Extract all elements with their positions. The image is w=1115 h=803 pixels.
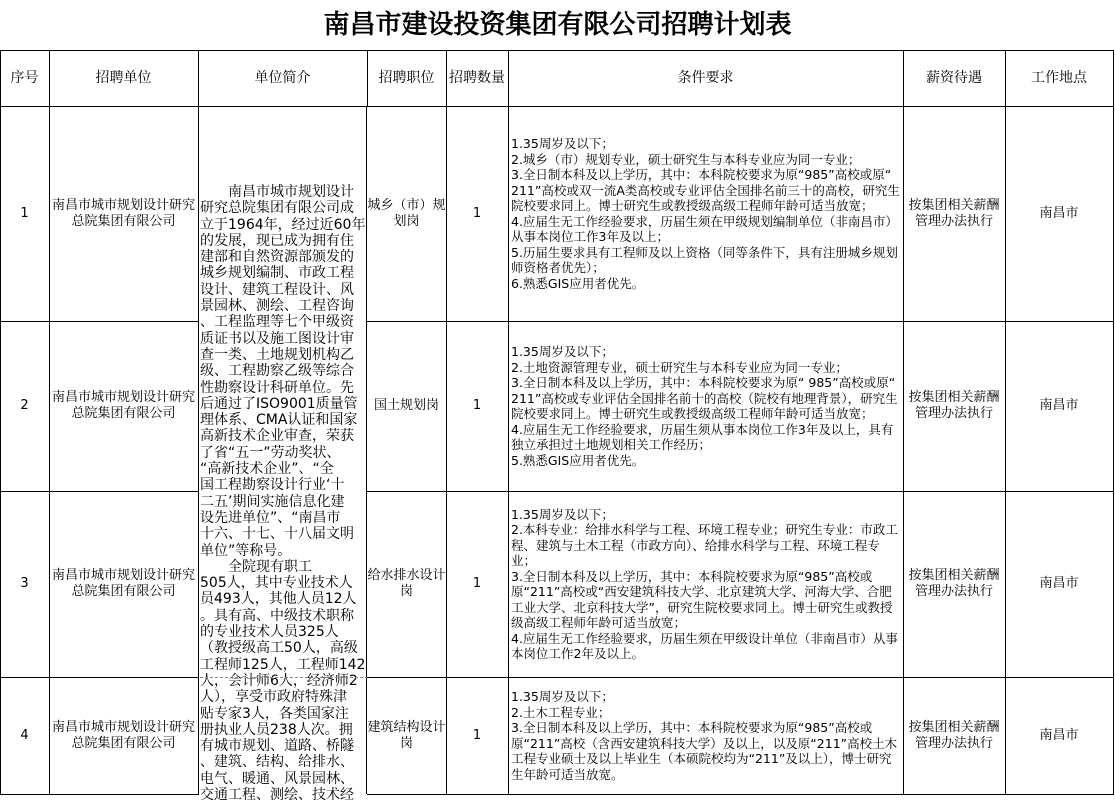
cell-position[interactable]: 国土规划岗 [367, 321, 447, 492]
page-title: 南昌市建设投资集团有限公司招聘计划表 [323, 10, 792, 40]
cell-location[interactable]: 南昌市 [1005, 677, 1114, 795]
cell-salary[interactable]: 按集团相关薪酬管理办法执行 [903, 321, 1006, 492]
cell-unit[interactable]: 南昌市城市规划设计研究总院集团有限公司 [49, 677, 199, 795]
header-count[interactable]: 招聘数量 [446, 50, 509, 107]
header-salary[interactable]: 薪资待遇 [903, 50, 1006, 107]
header-seq[interactable]: 序号 [0, 50, 50, 107]
cell-salary[interactable]: 按集团相关薪酬管理办法执行 [903, 491, 1006, 678]
cell-seq[interactable]: 3 [0, 491, 50, 678]
cell-position[interactable]: 城乡（市）规划岗 [367, 106, 447, 322]
header-description[interactable]: 单位简介 [198, 50, 368, 107]
cell-conditions[interactable]: 1.35周岁及以下； 2.土木工程专业； 3.全日制本科及以上学历，其中：本科院校要求为原“985”高校或原“211”高校（含西安建筑科技大学）及以上，以及原“211”高校土木工程专业硕士及以上毕业生（本硕院校均为“211”及以上），博士研究生年龄可适当放宽。 [508, 677, 904, 795]
cell-seq[interactable]: 1 [0, 106, 50, 322]
unit-description: 南昌市城市规划设计 研究总院集团有限公司成 立于1964年，经过近60年 的发展，现已成为拥有住 建部和自然资源部颁发的 城乡规划编制、市政工程 设计、建筑工程设计、风 景园林、测绘、工程咨询 、工程监理等七个甲级资 质证书以及施工图设计审 查一类、土地规划机构乙 级、工程勘察乙级等综合 性勘察设计科研单位。先 后通过了ISO9001质量管 理体系、CMA认证和国家 高新技术企业审查，荣获 了省“五一”劳动奖状、 “高新技术企业”、“全 国工程勘察设计行业‘十 二五’期间实施信息化建 设先进单位”、“南昌市 十六、十七、十八届文明 单位”等称号。 全院现有职工 505人，其中专业技术人 员493人，其他人员12人 。具有高、中级技术职称 的专业技术人员325人 （教授级高工50人，高级 工程师125人，工程师142 人，会计师6人，经济师2 人），享受市政府特殊津 贴专家3人，各类国家注 册执业人员238人次。拥 有城市规划、道路、桥隧 、建筑、结构、给排水、 电气、暖通、风景园林、 交通工程、测绘、技术经 [200, 184, 366, 803]
cell-position[interactable]: 给水排水设计岗 [367, 491, 447, 678]
header-position[interactable]: 招聘职位 [367, 50, 447, 107]
cell-seq[interactable]: 4 [0, 677, 50, 795]
cell-conditions[interactable]: 1.35周岁及以下； 2.城乡（市）规划专业，硕士研究生与本科专业应为同一专业； 3.全日制本科及以上学历，其中：本科院校要求为原“985”高校或原“ 211”高校或双一流A类高校或专业评估全国排名前三十的高校，研究生院校要求同上。博士研究生或教授级高级工程师年龄可适当放宽； 4.应届生无工作经验要求，历届生须在甲级规划编制单位（非南昌市）从事本岗位工作3年及以上； 5.历届生要求具有工程师及以上资格（同等条件下，具有注册城乡规划师资格者优先）； 6.熟悉GIS应用者优先。 [508, 106, 904, 322]
cell-location[interactable]: 南昌市 [1005, 321, 1114, 492]
cell-conditions[interactable]: 1.35周岁及以下； 2.本科专业：给排水科学与工程、环境工程专业；研究生专业：市政工程、建筑与土木工程（市政方向）、给排水科学与工程、环境工程专业； 3.全日制本科及以上学历，其中：本科院校要求为原“985”高校或原“211”高校或“西安建筑科技大学、北京建筑大学、河海大学、合肥工业大学、北京科技大学”，研究生院校要求同上。博士研究生或教授级高级工程师年龄可适当放宽； 4.应届生无工作经验要求，历届生须在甲级设计单位（非南昌市）从事本岗位工作2年及以上。 [508, 491, 904, 678]
cell-count[interactable]: 1 [446, 491, 509, 678]
cell-position[interactable]: 建筑结构设计岗 [367, 677, 447, 795]
cell-unit[interactable]: 南昌市城市规划设计研究总院集团有限公司 [49, 106, 199, 322]
unit-description-cell[interactable] [198, 106, 367, 803]
cell-seq[interactable]: 2 [0, 321, 50, 492]
header-conditions[interactable]: 条件要求 [508, 50, 904, 107]
cell-location[interactable]: 南昌市 [1005, 106, 1114, 322]
cell-conditions[interactable]: 1.35周岁及以下； 2.土地资源管理专业，硕士研究生与本科专业应为同一专业； 3.全日制本科及以上学历，其中：本科院校要求为原“ 985”高校或原“ 211”高校或专业评估全国排名前十的高校（院校有地理背景），研究生院校要求同上。博士研究生或教授级高级工程师年龄可适当放宽； 4.应届生无工作经验要求，历届生须从事本岗位工作3年及以上，具有独立承担过土地规划相关工作经历； 5.熟悉GIS应用者优先。 [508, 321, 904, 492]
header-location[interactable]: 工作地点 [1005, 50, 1114, 107]
cell-unit[interactable]: 南昌市城市规划设计研究总院集团有限公司 [49, 321, 199, 492]
cell-count[interactable]: 1 [446, 321, 509, 492]
cell-count[interactable]: 1 [446, 106, 509, 322]
cell-location[interactable]: 南昌市 [1005, 491, 1114, 678]
header-unit[interactable]: 招聘单位 [49, 50, 199, 107]
cell-count[interactable]: 1 [446, 677, 509, 795]
cell-salary[interactable]: 按集团相关薪酬管理办法执行 [903, 677, 1006, 795]
cell-salary[interactable]: 按集团相关薪酬管理办法执行 [903, 106, 1006, 322]
cell-unit[interactable]: 南昌市城市规划设计研究总院集团有限公司 [49, 491, 199, 678]
